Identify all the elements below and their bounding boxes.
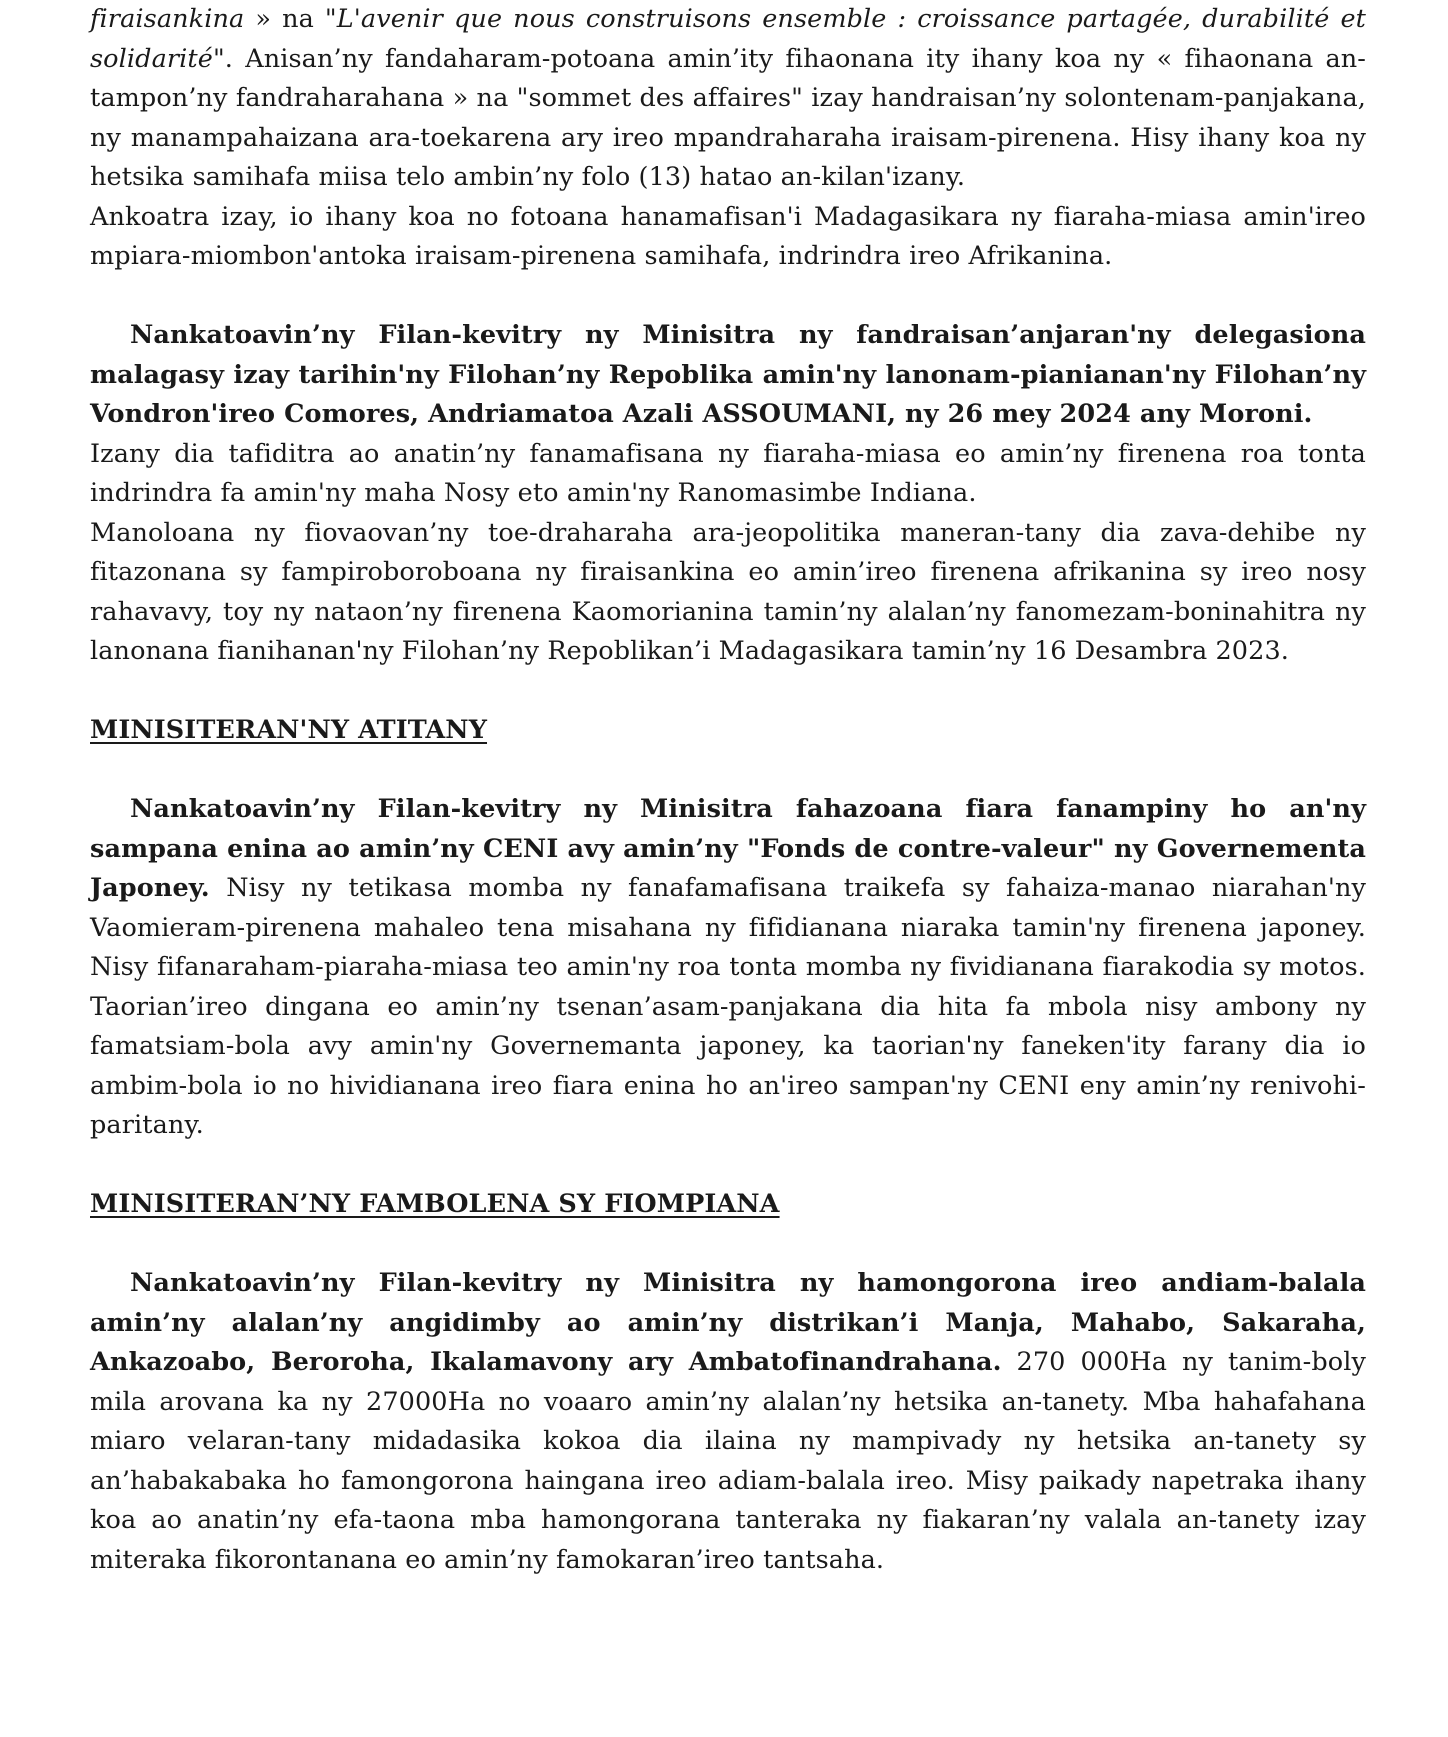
spacer <box>90 277 1366 317</box>
spacer <box>90 1146 1366 1186</box>
paragraph-geopolitics: Manoloana ny fiovaovan’ny toe-draharaha ara-jeopolitika maneran-tany dia zava-dehibe ny fitazonana sy fampiroboroboana ny firaisankina eo amin’ireo firenena afrikanina sy ireo nosy rahavavy, toy ny nataon’ny firenena Kaomorianina tamin’ny alalan’ny fanomezam-boninahitra ny lanonana fianihanan'ny Filohan’ny Repoblikan’i Madagasikara tamin’ny 16 Desambra 2023. <box>90 517 1366 666</box>
section-heading-atitany: MINISITERAN'NY ATITANY <box>90 715 488 745</box>
paragraph-cooperation: Ankoatra izay, io ihany koa no fotoana hanamafisan'i Madagasikara ny fiaraha-miasa amin'ireo mpiara-miombon'antoka iraisam-pirenena samihafa, indrindra ireo Afrikanina. <box>90 201 1366 271</box>
decision-bold-text: Nankatoavin’ny Filan-kevitry ny Minisitra ny fandraisan’anjaran'ny delegasiona malagasy izay tarihin'ny Filohan’ny Repoblika amin'ny lanonam-pianianan'ny Filohan’ny Vondron'ireo Comores, Andriamatoa Azali ASSOUMANI, ny 26 mey 2024 any Moroni. <box>90 320 1366 429</box>
spacer <box>90 751 1366 791</box>
spacer <box>90 1225 1366 1265</box>
italic-text: firaisankina <box>90 4 245 34</box>
paragraph-summit-program <box>90 0 1366 198</box>
paragraph-ceni-vehicles <box>90 790 1366 1146</box>
decision-bold-text: Nankatoavin’ny Filan-kevitry ny Minisitra fahazoana fiara fanampiny ho an'ny sampana enina ao amin’ny CENI avy amin’ny "Fonds de contre-valeur" ny Governementa Japoney. <box>90 794 1366 903</box>
spacer <box>90 672 1366 712</box>
paragraph-moroni-delegation <box>90 316 1366 435</box>
body-text: Nisy ny tetikasa momba ny fanafamafisana traikefa sy fahaiza-manao niarahan'ny Vaomieram-pirenena mahaleo tena misahana ny fifidianana niaraka tamin'ny firenena japoney. Nisy fifanaraham-piaraha-miasa teo amin'ny roa tonta momba ny fividianana fiarakodia sy motos. Taorian’ireo dingana eo amin’ny tsenan’asam-panjakana dia hita fa mbola nisy ambony ny famatsiam-bola avy amin'ny Governemanta japoney, ka taorian'ny faneken'ity farany dia io ambim-bola io no hividianana ireo fiara enina ho an'ireo sampan'ny CENI eny amin’ny renivohi-paritany. <box>90 873 1366 1140</box>
paragraph-relations: Izany dia tafiditra ao anatin’ny fanamafisana ny fiaraha-miasa eo amin’ny firenena roa tonta indrindra fa amin'ny maha Nosy eto amin'ny Ranomasimbe Indiana. <box>90 438 1366 508</box>
summit-theme-italic: L'avenir que nous construisons ensemble : croissance partagée, durabilité et solidarité <box>90 4 1366 74</box>
body-text: ". Anisan’ny fandaharam-potoana amin’ity fihaonana ity ihany koa ny « fihaonana an-tampon’ny fandraharahana » na "sommet des affaires" izay handraisan’ny solontenam-panjakana, ny manampahaizana ara-toekarena ary ireo mpandraharaha iraisam-pirenena. Hisy ihany koa ny hetsika samihafa miisa telo ambin’ny folo (13) hatao an-kilan'izany. <box>90 43 1366 192</box>
decision-bold-text: Nankatoavin’ny Filan-kevitry ny Minisitra ny hamongorona ireo andiam-balala amin’ny alalan’ny angidimby ao amin’ny distrikan’i Manja, Mahabo, Sakaraha, Ankazoabo, Beroroha, Ikalamavony ary Ambatofinandrahana. <box>90 1268 1366 1377</box>
paragraph-locust-control <box>90 1264 1366 1580</box>
body-text: 270 000Ha ny tanim-boly mila arovana ka ny 27000Ha no voaaro amin’ny alalan’ny hetsika an-tanety. Mba hahafahana miaro velaran-tany midadasika kokoa dia ilaina ny mampivady ny hetsika an-tanety sy an’habakabaka ho famongorona haingana ireo adiam-balala ireo. Misy paikady napetraka ihany koa ao anatin’ny efa-taona mba hamongorana tanteraka ny fiakaran’ny valala an-tanety izay miteraka fikorontanana eo amin’ny famokaran’ireo tantsaha. <box>90 1347 1367 1575</box>
section-heading-fambolena: MINISITERAN’NY FAMBOLENA SY FIOMPIANA <box>90 1189 780 1219</box>
body-text: » na " <box>244 4 337 34</box>
document-page <box>90 0 1366 1580</box>
